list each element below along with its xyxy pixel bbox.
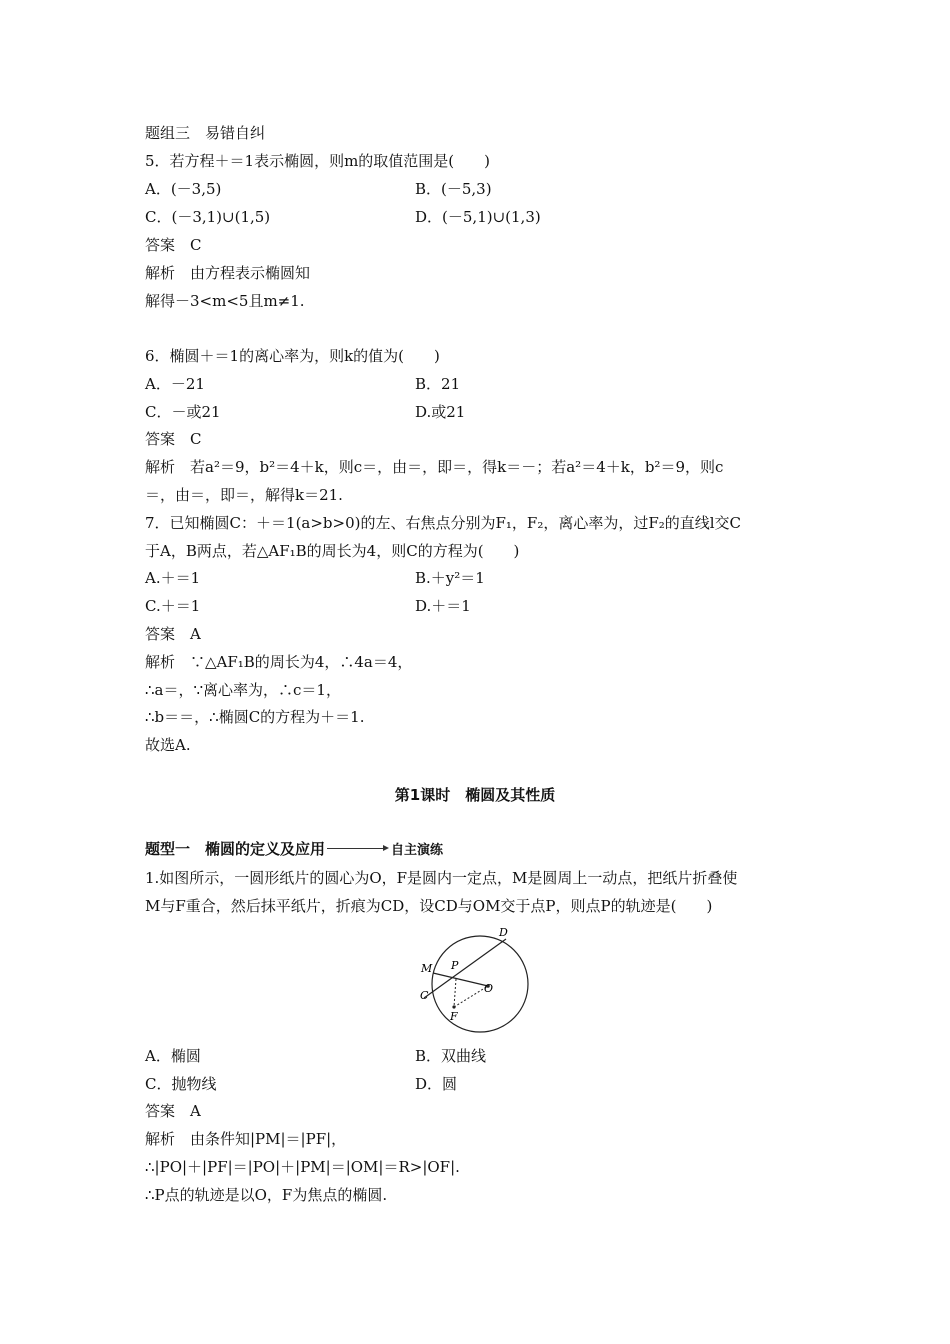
q1-analysis-1: 解析 由条件知|PM|＝|PF|， — [145, 1130, 347, 1148]
lesson-title: 第1课时 椭圆及其性质 — [394, 786, 556, 804]
q7-stem-1: 7．已知椭圆C：＋＝1(a>b>0)的左、右焦点分别为F₁，F₂，离心率为，过F₂的直线l交C — [145, 514, 742, 532]
q1-analysis-2: ∴|PO|＋|PF|＝|PO|＋|PM|＝|OM|＝R>|OF|. — [145, 1158, 460, 1176]
q1-answer: 答案 A — [145, 1102, 201, 1120]
question-type-label: 题型一 椭圆的定义及应用 — [145, 840, 326, 858]
q6-option-b: B．21 — [415, 375, 461, 393]
q5-option-b: B．(－5,3) — [415, 180, 492, 198]
label-c: C — [420, 989, 429, 1002]
label-d: D — [499, 926, 508, 939]
label-p: P — [451, 959, 459, 972]
q7-option-b: B.＋y²＝1 — [415, 569, 485, 587]
q5-answer: 答案 C — [145, 236, 202, 254]
crease-line-cd — [424, 939, 506, 998]
q5-stem: 5．若方程＋＝1表示椭圆，则m的取值范围是( ) — [145, 152, 491, 170]
q7-stem-2: 于A，B两点，若△AF₁B的周长为4，则C的方程为( ) — [145, 542, 520, 560]
group3-title: 题组三 易错自纠 — [145, 124, 266, 142]
label-o: O — [484, 982, 494, 995]
q6-option-a: A．－21 — [145, 375, 205, 393]
point-f — [452, 1005, 455, 1008]
q5-option-d: D．(－5,1)∪(1,3) — [415, 208, 541, 226]
q7-option-d: D.＋＝1 — [415, 597, 471, 615]
q7-answer: 答案 A — [145, 625, 201, 643]
q5-option-c: C．(－3,1)∪(1,5) — [145, 208, 271, 226]
q7-option-c: C.＋＝1 — [145, 597, 201, 615]
q1-option-d: D．圆 — [415, 1075, 458, 1093]
label-f: F — [450, 1010, 458, 1023]
q1-option-a: A．椭圆 — [145, 1047, 201, 1065]
q5-analysis-2: 解得－3<m<5且m≠1. — [145, 292, 305, 310]
practice-tag: 自主演练 — [391, 843, 444, 858]
q7-analysis-1: 解析 ∵△AF₁B的周长为4，∴4a＝4， — [145, 653, 413, 671]
segment-om — [433, 973, 488, 986]
q6-stem: 6．椭圆＋＝1的离心率为，则k的值为( ) — [145, 347, 440, 365]
q6-analysis-1: 解析 若a²＝9，b²＝4＋k，则c＝，由＝，即＝，得k＝－；若a²＝4＋k，b²＝9，则c — [145, 458, 724, 476]
q1-option-c: C．抛物线 — [145, 1075, 217, 1093]
question-type-header — [145, 838, 443, 859]
segment-pf — [454, 979, 456, 1007]
q7-option-a: A.＋＝1 — [145, 569, 201, 587]
q7-analysis-3: ∴b＝＝，∴椭圆C的方程为＋＝1. — [145, 708, 365, 726]
q5-analysis-1: 解析 由方程表示椭圆知 — [145, 264, 311, 282]
q1-stem-2: M与F重合，然后抹平纸片，折痕为CD，设CD与OM交于点P，则点P的轨迹是( ) — [145, 897, 713, 915]
q1-option-b: B．双曲线 — [415, 1047, 487, 1065]
label-m: M — [421, 962, 433, 975]
q5-option-a: A．(－3,5) — [145, 180, 222, 198]
segment-fo — [454, 986, 488, 1007]
q7-analysis-2: ∴a＝，∵离心率为，∴c＝1， — [145, 681, 341, 699]
arrow-right-icon — [327, 848, 387, 849]
q1-analysis-3: ∴P点的轨迹是以O，F为焦点的椭圆. — [145, 1186, 388, 1204]
q6-analysis-2: ＝，由＝，即＝，解得k＝21. — [145, 486, 343, 504]
q1-stem-1: 1.如图所示，一圆形纸片的圆心为O，F是圆内一定点，M是圆周上一动点，把纸片折叠使 — [145, 869, 738, 887]
q7-analysis-4: 故选A. — [145, 736, 191, 754]
q6-answer: 答案 C — [145, 430, 202, 448]
circle-fold-figure — [410, 918, 540, 1043]
q6-option-c: C．－或21 — [145, 403, 221, 421]
q6-option-d: D.或21 — [415, 403, 466, 421]
